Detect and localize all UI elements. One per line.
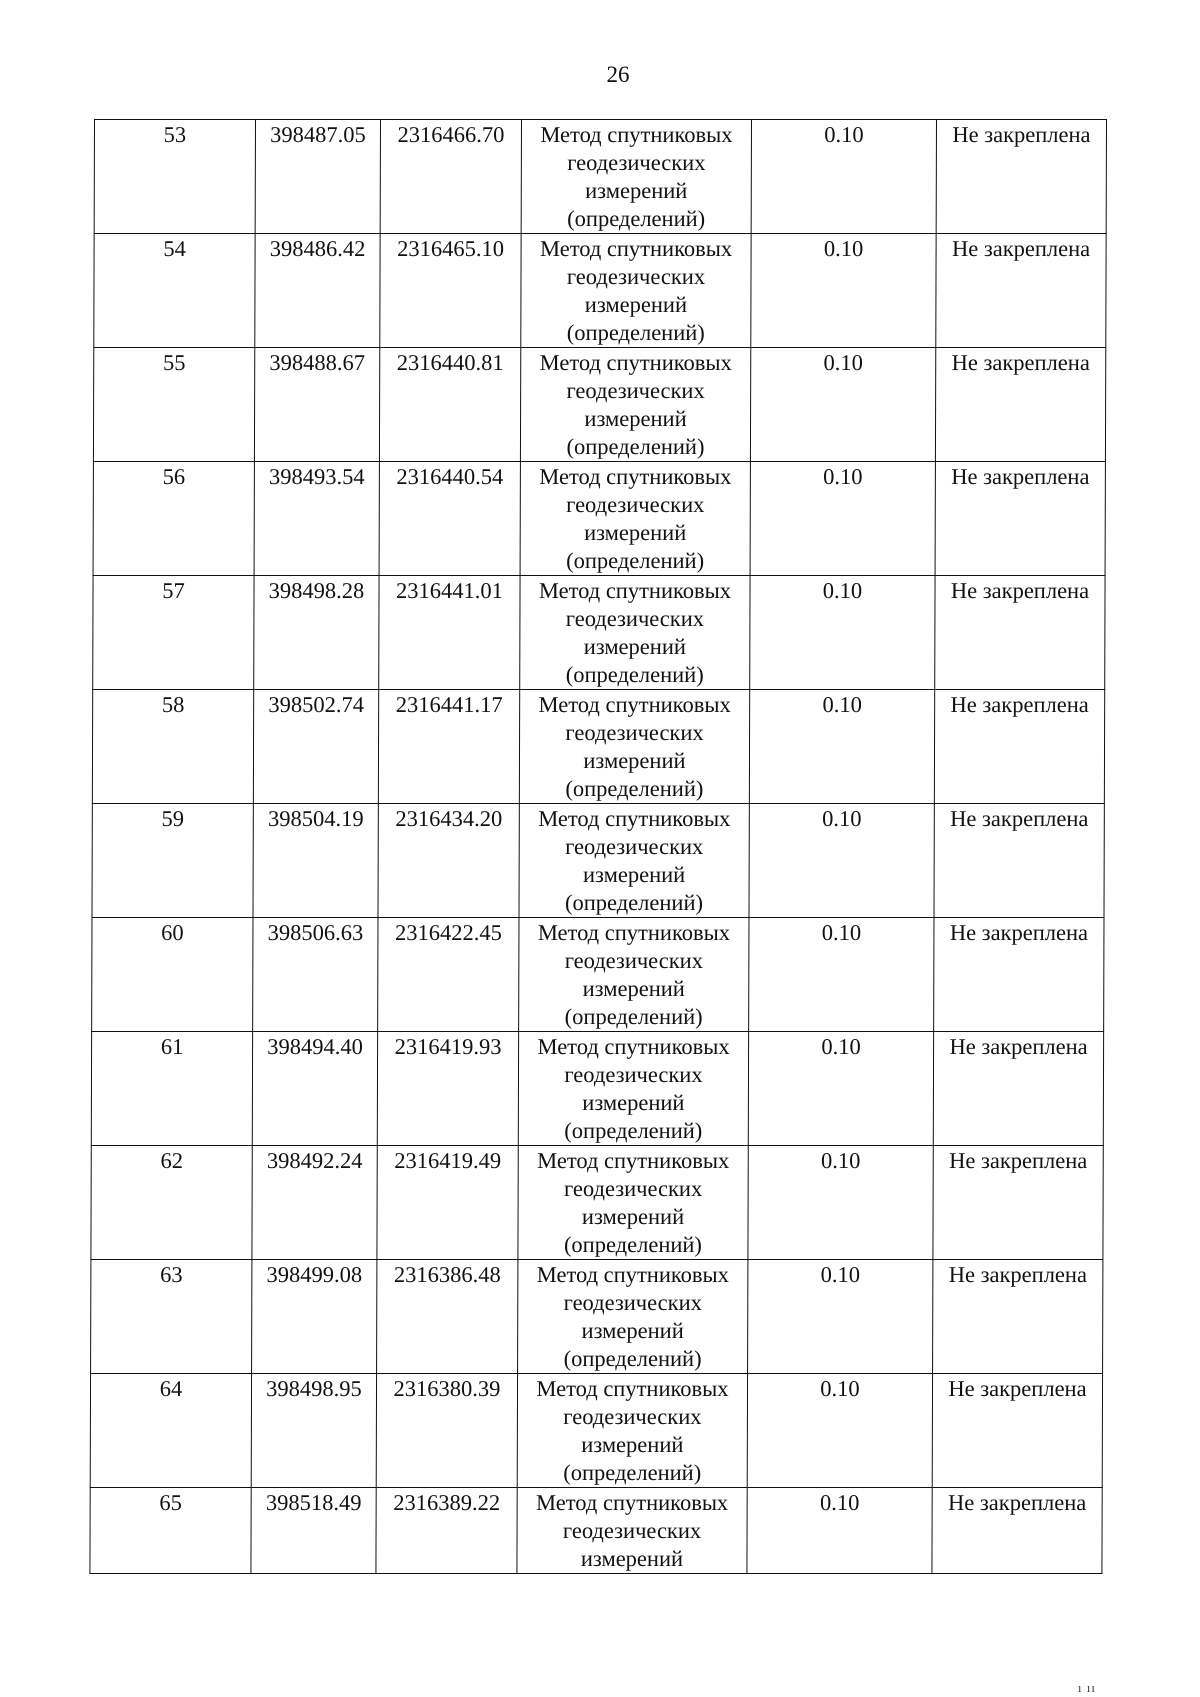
coordinate-y: 2316441.17 xyxy=(378,690,519,804)
method-text: Метод спутниковых геодезических измерений (определений) xyxy=(539,464,732,573)
coordinate-y: 2316419.49 xyxy=(377,1146,518,1260)
point-number: 58 xyxy=(92,690,253,804)
table-row xyxy=(91,1260,1103,1374)
accuracy-value: 0.10 xyxy=(751,234,936,348)
table-row xyxy=(93,462,1105,576)
fixation-status: Не закреплена xyxy=(936,234,1106,348)
point-number: 55 xyxy=(93,348,254,462)
coordinate-y: 2316386.48 xyxy=(377,1260,518,1374)
method-text: Метод спутниковых геодезических измерений (определений) xyxy=(538,692,731,801)
method-text: Метод спутниковых геодезических измерений (определений) xyxy=(537,1148,730,1257)
point-number: 57 xyxy=(93,576,254,690)
coordinate-x: 398486.42 xyxy=(255,234,380,348)
coordinate-x: 398494.40 xyxy=(252,1032,377,1146)
coordinate-y: 2316441.01 xyxy=(379,576,520,690)
accuracy-value: 0.10 xyxy=(747,1488,932,1574)
fixation-status: Не закреплена xyxy=(933,1032,1103,1146)
coordinate-x: 398506.63 xyxy=(253,918,378,1032)
method-cell xyxy=(519,804,749,918)
table-row xyxy=(92,804,1104,918)
fixation-status: Не закреплена xyxy=(935,462,1105,576)
method-text: Метод спутниковых геодезических измерений (определений) xyxy=(540,122,733,231)
point-number: 56 xyxy=(93,462,254,576)
coordinate-y: 2316440.81 xyxy=(379,348,520,462)
fixation-status: Не закреплена xyxy=(934,804,1104,918)
method-cell xyxy=(519,918,749,1032)
method-cell xyxy=(517,1488,747,1574)
coordinate-x: 398504.19 xyxy=(253,804,378,918)
fixation-status: Не закреплена xyxy=(933,1260,1103,1374)
coordinate-y: 2316422.45 xyxy=(378,918,519,1032)
method-text: Метод спутниковых геодезических измерений (определений) xyxy=(538,578,732,687)
fixation-status: Не закреплена xyxy=(934,690,1104,804)
method-text: Метод спутниковых геодезических измерений (определений) xyxy=(537,920,731,1029)
method-cell xyxy=(517,1374,747,1488)
coordinate-x: 398518.49 xyxy=(251,1488,376,1574)
fixation-status: Не закреплена xyxy=(935,348,1105,462)
point-number: 61 xyxy=(91,1032,252,1146)
accuracy-value: 0.10 xyxy=(751,120,936,234)
method-cell xyxy=(520,348,750,462)
point-number: 60 xyxy=(92,918,253,1032)
method-cell xyxy=(518,1032,748,1146)
method-cell xyxy=(519,690,749,804)
coordinate-x: 398492.24 xyxy=(252,1146,377,1260)
point-number: 64 xyxy=(90,1374,251,1488)
method-text: Метод спутниковых геодезических измерений (определений) xyxy=(539,350,732,459)
accuracy-value: 0.10 xyxy=(747,1374,932,1488)
coordinate-x: 398498.95 xyxy=(251,1374,376,1488)
footer-mark: ı ıı xyxy=(1077,1680,1096,1695)
accuracy-value: 0.10 xyxy=(749,918,934,1032)
table-row xyxy=(93,576,1105,690)
table-row xyxy=(90,1374,1102,1488)
method-cell xyxy=(521,120,751,234)
coordinate-y: 2316380.39 xyxy=(376,1374,517,1488)
table-row xyxy=(94,120,1106,234)
coordinate-y: 2316389.22 xyxy=(376,1488,517,1574)
fixation-status: Не закреплена xyxy=(932,1374,1102,1488)
point-number: 65 xyxy=(90,1488,251,1574)
coordinate-x: 398493.54 xyxy=(254,462,379,576)
accuracy-value: 0.10 xyxy=(749,804,934,918)
method-cell xyxy=(518,1260,748,1374)
point-number: 63 xyxy=(91,1260,252,1374)
fixation-status: Не закреплена xyxy=(935,576,1105,690)
accuracy-value: 0.10 xyxy=(750,348,935,462)
coordinate-y: 2316466.70 xyxy=(380,120,521,234)
coordinate-y: 2316434.20 xyxy=(378,804,519,918)
fixation-status: Не закреплена xyxy=(936,120,1106,234)
method-cell xyxy=(521,234,751,348)
fixation-status: Не закреплена xyxy=(933,1146,1103,1260)
accuracy-value: 0.10 xyxy=(750,462,935,576)
point-number: 62 xyxy=(91,1146,252,1260)
accuracy-value: 0.10 xyxy=(748,1146,933,1260)
table-row xyxy=(93,348,1105,462)
method-text: Метод спутниковых геодезических измерений (определений) xyxy=(538,806,731,915)
coordinate-y: 2316465.10 xyxy=(380,234,521,348)
table-row xyxy=(92,918,1104,1032)
method-cell xyxy=(520,462,750,576)
table-row xyxy=(91,1146,1103,1260)
accuracy-value: 0.10 xyxy=(748,1260,933,1374)
accuracy-value: 0.10 xyxy=(748,1032,933,1146)
method-text: Метод спутниковых геодезических измерений (определений) xyxy=(537,1034,730,1143)
method-cell xyxy=(518,1146,748,1260)
coordinates-table xyxy=(89,119,1107,1574)
coordinate-x: 398488.67 xyxy=(254,348,379,462)
method-text: Метод спутниковых геодезических измерений (определений) xyxy=(536,1262,729,1371)
table-row xyxy=(90,1488,1102,1574)
coordinate-y: 2316440.54 xyxy=(379,462,520,576)
point-number: 54 xyxy=(94,234,255,348)
point-number: 53 xyxy=(94,120,255,234)
method-cell xyxy=(520,576,750,690)
coordinate-x: 398487.05 xyxy=(255,120,380,234)
method-text: Метод спутниковых геодезических измерений (определений) xyxy=(539,236,733,345)
table-row xyxy=(92,690,1104,804)
fixation-status: Не закреплена xyxy=(934,918,1104,1032)
table-row xyxy=(91,1032,1103,1146)
coordinate-x: 398498.28 xyxy=(254,576,379,690)
coordinate-y: 2316419.93 xyxy=(377,1032,518,1146)
method-text: Метод спутниковых геодезических измерений (определений) xyxy=(536,1376,729,1485)
coordinate-x: 398502.74 xyxy=(253,690,378,804)
accuracy-value: 0.10 xyxy=(749,690,934,804)
table-row xyxy=(94,234,1106,348)
coordinate-x: 398499.08 xyxy=(252,1260,377,1374)
page-number: 26 xyxy=(606,62,630,87)
accuracy-value: 0.10 xyxy=(750,576,935,690)
point-number: 59 xyxy=(92,804,253,918)
method-text: Метод спутниковых геодезических измерений xyxy=(536,1490,729,1571)
fixation-status: Не закреплена xyxy=(932,1488,1102,1574)
